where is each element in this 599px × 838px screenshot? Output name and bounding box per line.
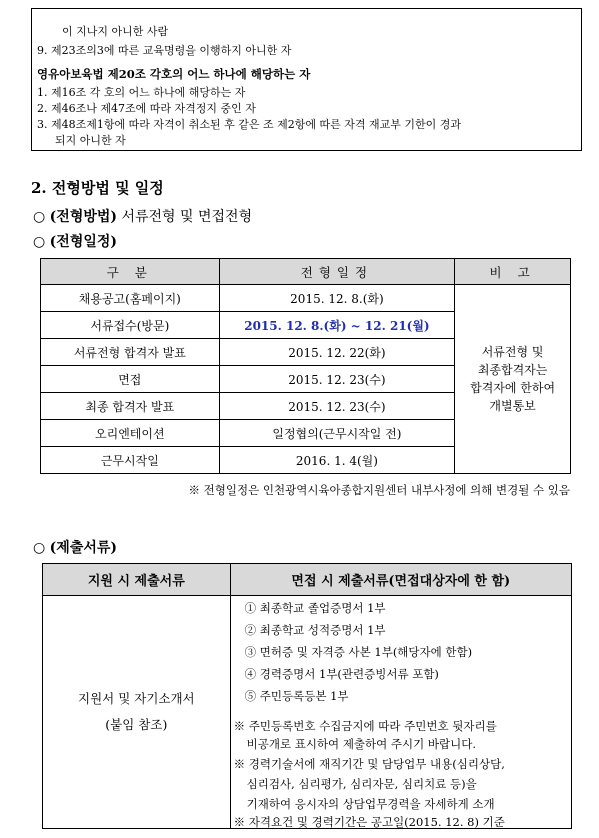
method-line [33,206,252,226]
remark-line: 개별통보 [489,399,536,413]
row-date: 일정협의(근무시작일 전) [219,420,455,447]
documents-table [42,563,572,829]
schedule-label [33,231,117,251]
doc-item: ③ 면허증 및 자격증 사본 1부(해당자에 한함) [244,645,473,659]
apply-docs-cell [43,596,231,829]
row-date: 2015. 12. 23(수) [219,393,455,420]
row-item: 최종 합격자 발표 [41,393,220,420]
doc-item: ④ 경력증명서 1부(관련증빙서류 포함) [244,667,439,681]
method-label: (전형방법) [49,209,118,225]
schedule-note: ※ 전형일정은 인천광역시육아종합지원센터 내부사정에 의해 변경될 수 있음 [188,483,570,497]
doc-note: 기재하여 응시자의 상담업무경력을 자세하게 소개 [246,797,495,811]
docs-label-text: (제출서류) [49,540,118,556]
row-item: 오리엔테이션 [41,420,220,447]
header-category: 구 분 [41,259,220,285]
schedule-label-text: (전형일정) [49,234,118,250]
box-line: 9. 제23조의3에 따른 교육명령을 이행하지 아니한 자 [37,44,292,57]
row-date: 2015. 12. 22(화) [219,339,455,366]
header-interview-docs: 면접 시 제출서류(면접대상자에 한 함) [230,564,571,596]
table-row [43,596,572,829]
method-text: 서류전형 및 면접전형 [121,209,253,225]
header-schedule: 전형일정 [219,259,455,285]
doc-note: ※ 주민등록번호 수집금지에 따라 주민번호 뒷자리를 [233,719,497,733]
doc-note: ※ 경력기술서에 재직기간 및 담당업무 내용(심리상담, [233,757,505,771]
doc-note: 비공개로 표시하여 제출하여 주시기 바랍니다. [246,737,476,751]
box-line: 되지 아니한 자 [55,134,126,147]
bullet-marker: ○ [33,234,46,250]
section-title: 2. 전형방법 및 일정 [31,179,164,197]
doc-note: ※ 자격요건 및 경력기간은 공고일(2015. 12. 8) 기준 [233,815,505,829]
table-header-row [43,564,572,596]
doc-note: 심리검사, 심리평가, 심리자문, 심리치료 등)을 [246,777,477,791]
apply-docs-line: 지원서 및 자기소개서 [78,691,195,706]
row-item: 근무시작일 [41,447,220,474]
row-item: 서류전형 합격자 발표 [41,339,220,366]
table-row [41,285,571,312]
row-item: 채용공고(홈페이지) [41,285,220,312]
bullet-marker: ○ [33,209,46,225]
doc-item: ② 최종학교 성적증명서 1부 [244,623,386,637]
box-heading: 영유아보육법 제20조 각호의 어느 하나에 해당하는 자 [37,67,311,81]
apply-docs-line: (붙임 참조) [105,717,168,732]
doc-item: ⑤ 주민등록등본 1부 [244,689,349,703]
remark-line: 서류전형 및 [481,345,544,359]
box-line: 2. 제46조나 제47조에 따라 자격정지 중인 자 [37,102,256,115]
box-line: 1. 제16조 각 호의 어느 하나에 해당하는 자 [37,86,246,99]
bullet-marker: ○ [33,540,46,556]
row-date: 2015. 12. 8.(화) ~ 12. 21(월) [219,312,455,339]
header-remark: 비 고 [455,259,571,285]
table-header-row [41,259,571,285]
box-line: 3. 제48조제1항에 따라 자격이 취소된 후 같은 조 제2항에 따른 자격 재교부 기한이 경과 [37,118,461,131]
remark-line: 최종합격자는 [477,363,548,377]
row-item: 면접 [41,366,220,393]
row-item: 서류접수(방문) [41,312,220,339]
doc-item: ① 최종학교 졸업증명서 1부 [244,601,386,615]
remark-cell [455,285,571,474]
row-date: 2015. 12. 8.(화) [219,285,455,312]
row-date: 2016. 1. 4(월) [219,447,455,474]
header-apply-docs: 지원 시 제출서류 [43,564,231,596]
interview-docs-cell [230,596,571,829]
schedule-table [40,258,571,474]
qualification-box [31,8,582,151]
box-line: 이 지나지 아니한 사람 [62,25,169,38]
docs-label [33,537,117,557]
row-date: 2015. 12. 23(수) [219,366,455,393]
remark-line: 합격자에 한하여 [470,381,556,395]
